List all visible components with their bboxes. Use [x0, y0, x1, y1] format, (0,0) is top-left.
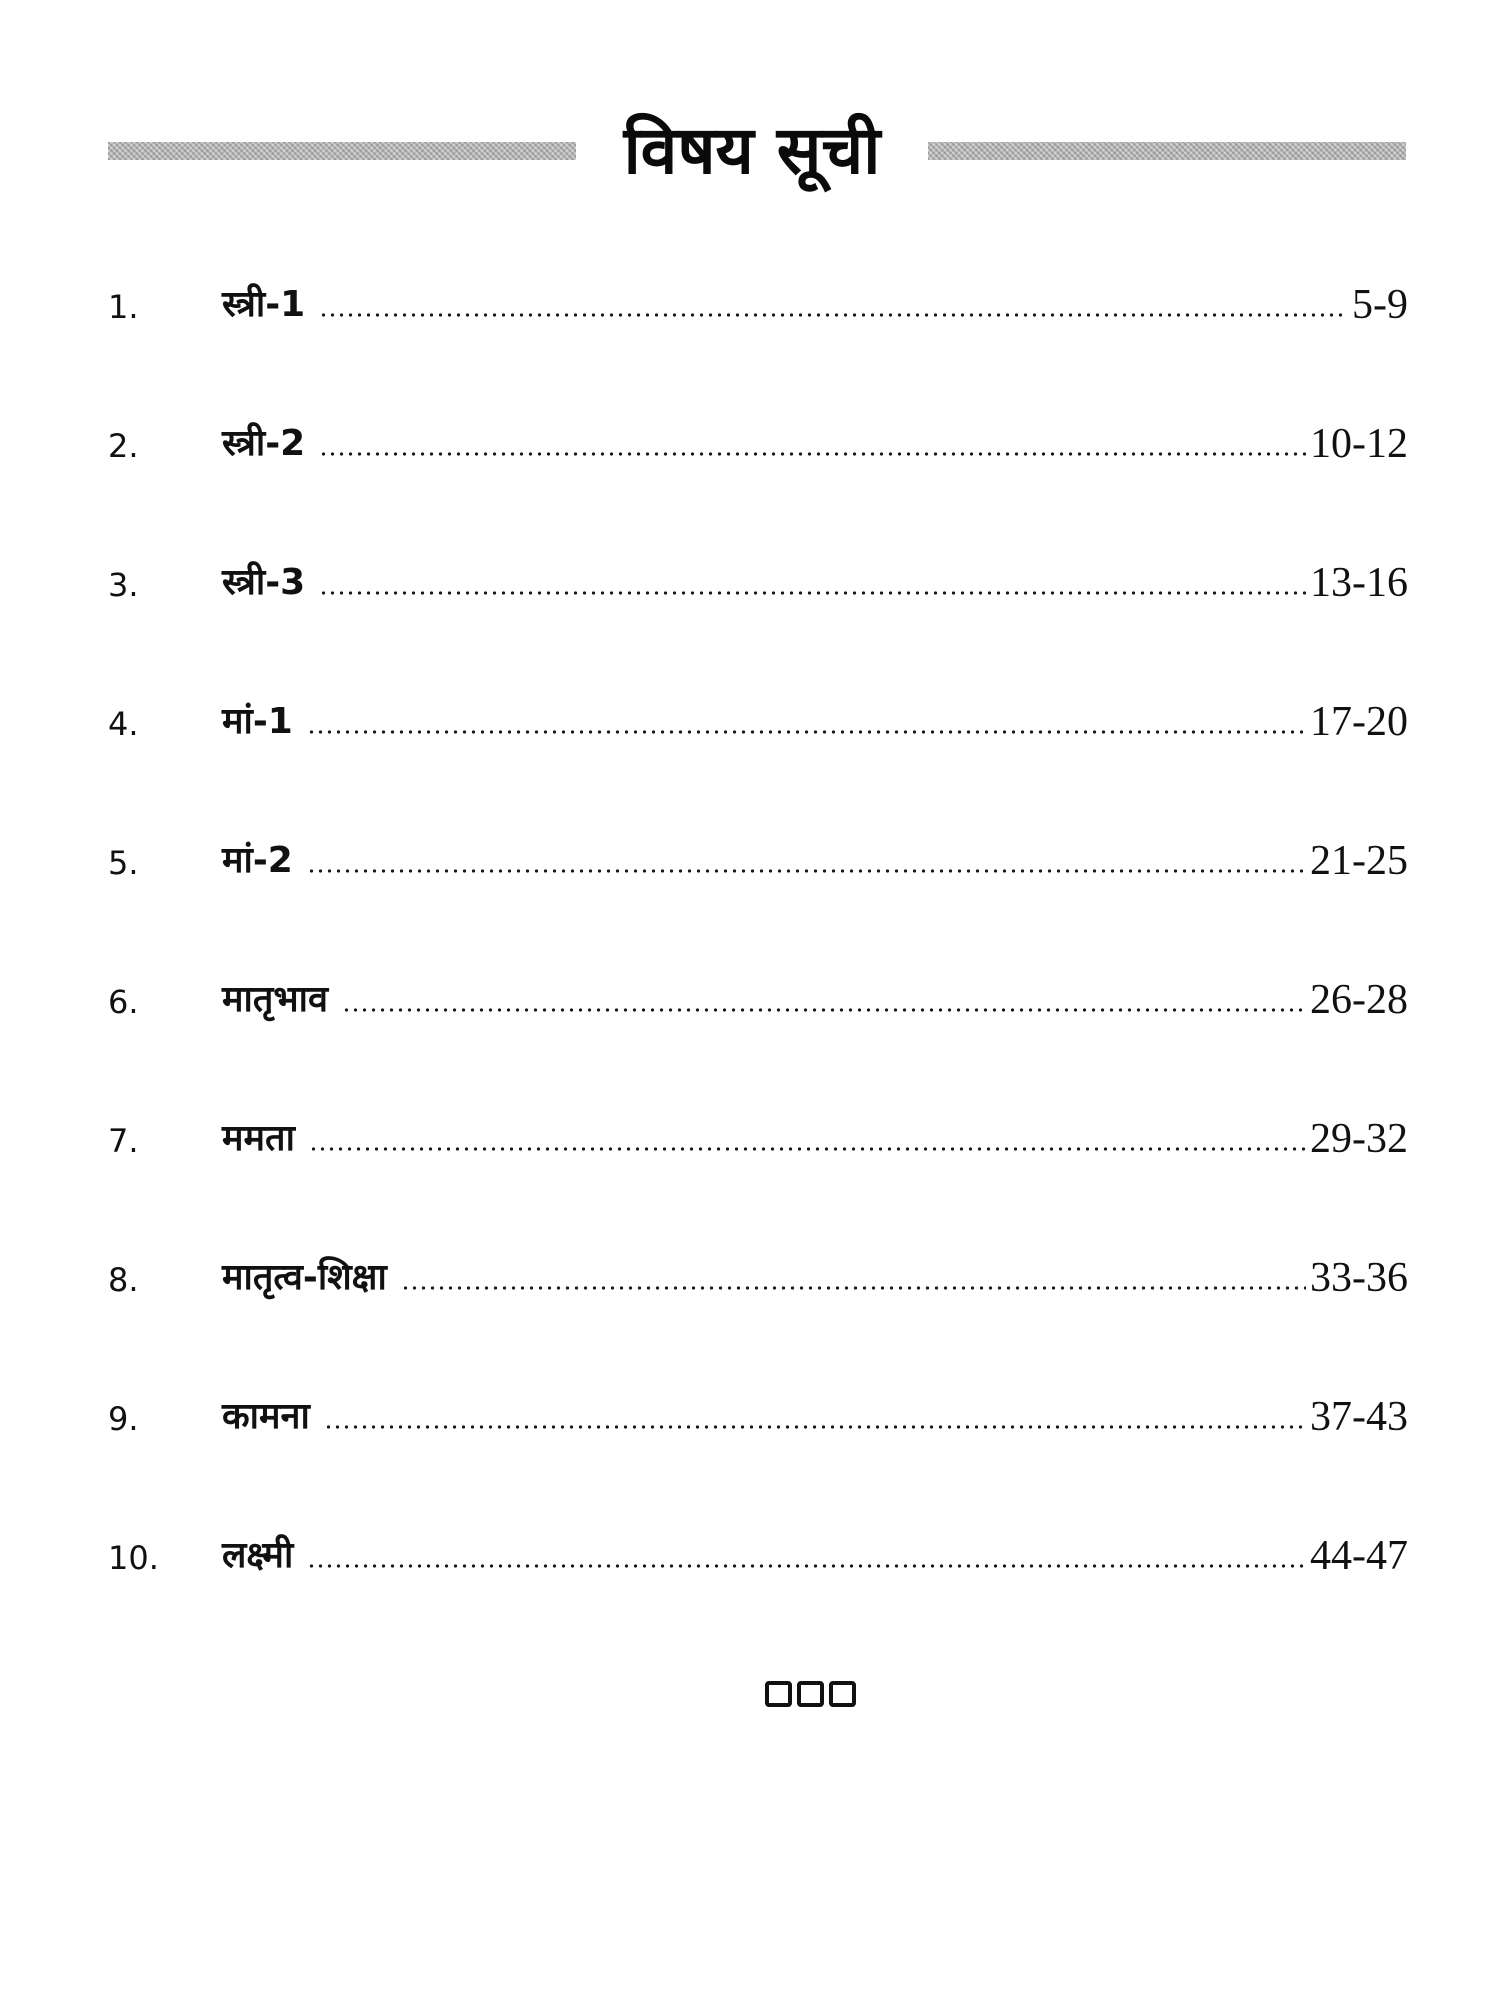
toc-entry-4[interactable] [108, 657, 1408, 796]
toc-entry-number: 10. [108, 1539, 159, 1577]
toc-entry-number: 6. [108, 983, 139, 1021]
toc-entry-title: कामना [222, 1396, 310, 1437]
toc-entry-1[interactable] [108, 240, 1408, 379]
toc-entry-6[interactable] [108, 935, 1408, 1074]
header-rule-left [108, 142, 576, 160]
dot-leader [319, 311, 1348, 319]
square-box-icon [797, 1681, 824, 1707]
toc-entry-pages: 21-25 [1310, 838, 1408, 884]
toc-entry-title: मां-1 [222, 701, 293, 742]
square-box-icon [765, 1681, 792, 1707]
toc-entry-9[interactable] [108, 1352, 1408, 1491]
dot-leader [324, 1423, 1306, 1431]
dot-leader [307, 728, 1306, 736]
toc-entry-5[interactable] [108, 796, 1408, 935]
toc-entry-pages: 10-12 [1310, 421, 1408, 467]
toc-entry-pages: 29-32 [1310, 1116, 1408, 1162]
toc-entry-title: लक्ष्मी [222, 1535, 294, 1576]
toc-entry-title: ममता [222, 1118, 295, 1159]
dot-leader [309, 1145, 1306, 1153]
toc-entry-number: 8. [108, 1261, 139, 1299]
toc-entry-pages: 33-36 [1310, 1255, 1408, 1301]
toc-entry-10[interactable] [108, 1491, 1408, 1630]
square-box-icon [829, 1681, 856, 1707]
toc-entry-number: 5. [108, 844, 139, 882]
toc-entry-pages: 5-9 [1352, 282, 1408, 328]
toc-entry-number: 3. [108, 566, 139, 604]
toc-entry-number: 1. [108, 288, 139, 326]
toc-entry-pages: 17-20 [1310, 699, 1408, 745]
toc-entry-pages: 26-28 [1310, 977, 1408, 1023]
toc-entry-2[interactable] [108, 379, 1408, 518]
dot-leader [319, 589, 1306, 597]
toc-entry-title: मातृभाव [222, 979, 329, 1020]
header-rule-right [928, 142, 1406, 160]
toc-entry-title: मां-2 [222, 840, 293, 881]
page-header [108, 96, 1406, 206]
toc-entry-pages: 37-43 [1310, 1394, 1408, 1440]
dot-leader [307, 867, 1306, 875]
toc-entry-number: 4. [108, 705, 139, 743]
toc-entry-number: 9. [108, 1400, 139, 1438]
toc-entry-7[interactable] [108, 1074, 1408, 1213]
toc-entry-number: 7. [108, 1122, 139, 1160]
toc-entry-3[interactable] [108, 518, 1408, 657]
toc-entry-title: स्त्री-3 [222, 562, 306, 603]
dot-leader [401, 1284, 1306, 1292]
table-of-contents [108, 240, 1408, 1630]
dot-leader [319, 450, 1306, 458]
dot-leader [342, 1006, 1306, 1014]
toc-entry-pages: 44-47 [1310, 1533, 1408, 1579]
toc-entry-number: 2. [108, 427, 139, 465]
toc-entry-8[interactable] [108, 1213, 1408, 1352]
page-title: विषय सूची [623, 112, 881, 189]
toc-entry-title: स्त्री-1 [222, 284, 306, 325]
toc-entry-title: स्त्री-2 [222, 423, 306, 464]
dot-leader [307, 1562, 1306, 1570]
toc-entry-title: मातृत्व-शिक्षा [222, 1257, 387, 1298]
three-square-boxes-icon [765, 1677, 875, 1713]
toc-entry-pages: 13-16 [1310, 560, 1408, 606]
